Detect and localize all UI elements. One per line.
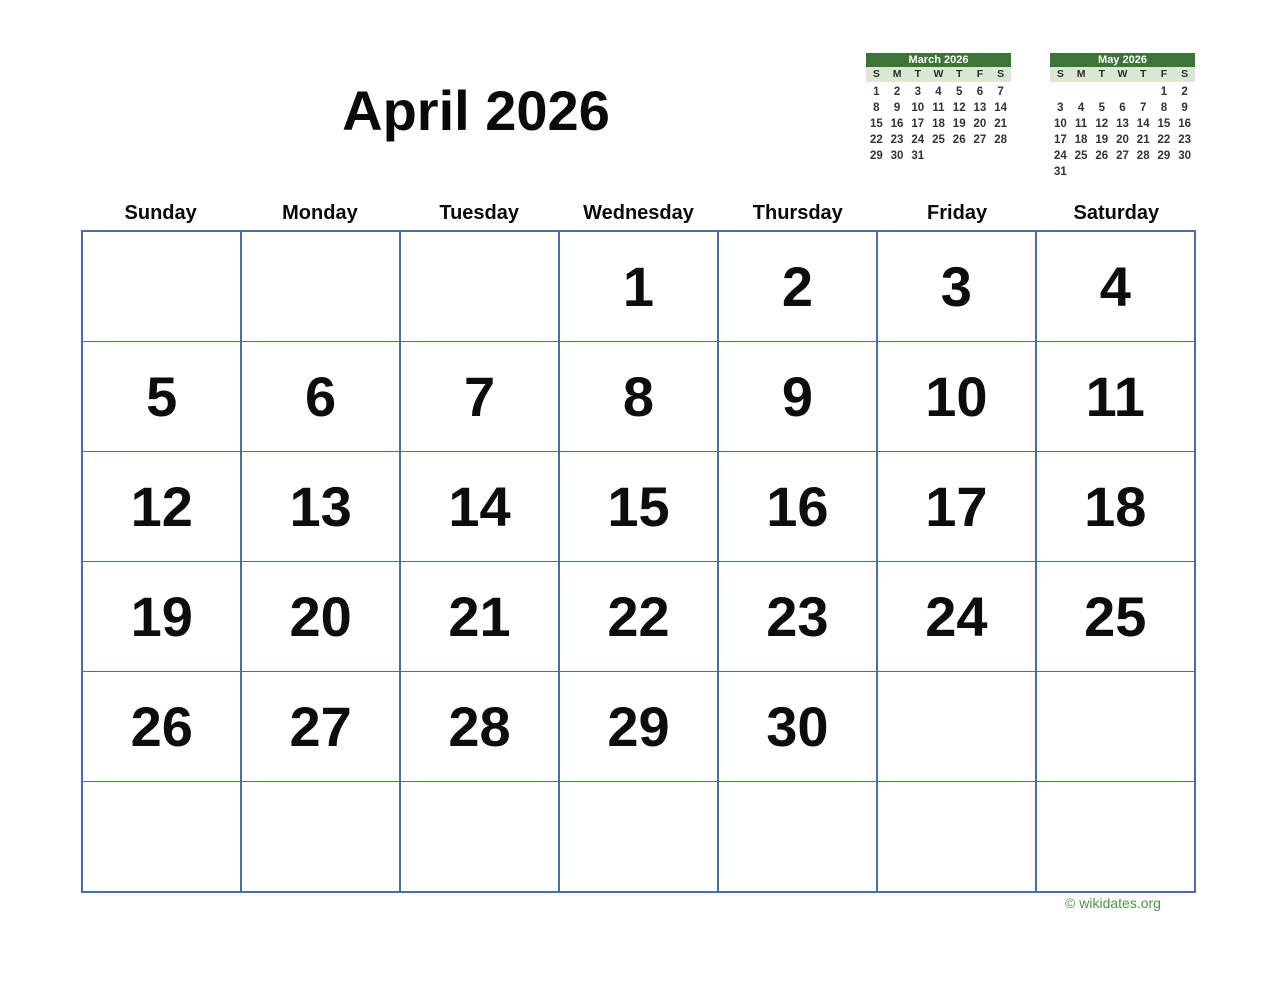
may-date-13: 13 [1116,118,1129,130]
march-date-1: 1 [873,86,880,98]
weekday-header-sunday: Sunday [124,202,197,224]
mini-day-initial: T [955,68,963,80]
march-date-8: 8 [873,102,880,114]
weekday-header-wednesday: Wednesday [583,202,694,224]
may-date-empty [1154,164,1175,180]
date-cell-empty [1037,672,1194,781]
march-date-empty [970,148,991,164]
may-date-19: 19 [1095,134,1109,146]
date-cell-empty [83,232,240,341]
date-cell-22: 22 [560,562,717,671]
may-date-9: 9 [1181,102,1188,114]
march-date-25: 25 [932,134,945,146]
may-date-empty [1112,84,1133,100]
mini-day-initial: W [933,68,944,80]
march-date-16: 16 [890,118,904,130]
march-date-empty [928,148,949,164]
date-cell-empty [719,782,876,891]
may-date-empty [1112,164,1133,180]
march-date-5: 5 [956,86,963,98]
date-cell-empty [83,782,240,891]
date-cell-15: 15 [560,452,717,561]
may-date-25: 25 [1074,150,1088,162]
march-date-26: 26 [952,134,966,146]
mini-calendar-may-day-initials [1050,67,1195,82]
march-date-23: 23 [890,134,904,146]
may-date-3: 3 [1057,102,1064,114]
date-cell-17: 17 [878,452,1035,561]
may-date-empty [1071,164,1092,180]
mini-day-initial: T [1098,68,1105,80]
mini-day-initial: S [1056,68,1064,80]
may-date-empty [1050,84,1071,100]
march-date-24: 24 [911,134,925,146]
may-date-22: 22 [1157,134,1171,146]
march-date-18: 18 [932,118,945,130]
mini-day-initial: F [1160,68,1168,80]
weekday-header-thursday: Thursday [752,202,843,224]
weekday-header-friday: Friday [927,202,988,224]
date-cell-23: 23 [719,562,876,671]
date-cell-empty [242,232,399,341]
march-date-7: 7 [997,86,1004,98]
mini-calendar-may [1050,53,1195,180]
march-date-empty [949,148,970,164]
date-cell-28: 28 [401,672,558,781]
date-cell-18: 18 [1037,452,1194,561]
weekday-header-row [81,201,1196,225]
may-date-empty [1091,84,1112,100]
date-cell-3: 3 [878,232,1035,341]
date-cell-empty [242,782,399,891]
may-date-28: 28 [1136,150,1150,162]
may-date-24: 24 [1053,150,1067,162]
may-date-empty [1091,164,1112,180]
date-cell-5: 5 [83,342,240,451]
mini-day-initial: S [997,68,1005,80]
march-date-12: 12 [952,102,966,114]
march-date-2: 2 [893,86,901,98]
march-date-14: 14 [994,102,1008,114]
date-cell-8: 8 [560,342,717,451]
march-date-22: 22 [869,134,883,146]
weekday-header-saturday: Saturday [1073,202,1160,224]
mini-day-initial: M [892,68,902,80]
may-date-15: 15 [1157,118,1171,130]
page-title: April 2026 [342,79,610,142]
mini-calendar-march [866,53,1011,164]
mini-day-initial: S [872,68,880,80]
date-cell-empty [401,782,558,891]
may-date-2: 2 [1181,86,1188,98]
watermark-credit: © wikidates.org [1065,895,1161,911]
mini-day-initial: M [1076,68,1086,80]
may-date-4: 4 [1077,102,1085,114]
march-date-4: 4 [935,86,942,98]
date-cell-27: 27 [242,672,399,781]
may-date-empty [1071,84,1092,100]
mini-day-initial: T [914,68,921,80]
date-cell-24: 24 [878,562,1035,671]
date-cell-26: 26 [83,672,240,781]
date-cell-30: 30 [719,672,876,781]
date-cell-13: 13 [242,452,399,561]
march-date-10: 10 [911,102,925,114]
mini-calendar-march-grid [866,82,1011,164]
may-date-20: 20 [1116,134,1129,146]
may-date-21: 21 [1136,134,1150,146]
may-date-8: 8 [1160,102,1168,114]
may-date-31: 31 [1053,166,1067,178]
may-date-16: 16 [1178,118,1192,130]
march-date-6: 6 [976,86,984,98]
march-date-15: 15 [869,118,883,130]
date-cell-empty [878,672,1035,781]
march-date-empty [990,148,1011,164]
march-date-19: 19 [952,118,966,130]
march-date-13: 13 [973,102,987,114]
weekday-header-tuesday: Tuesday [439,202,520,224]
march-date-17: 17 [911,118,925,130]
main-calendar-grid [81,230,1196,893]
date-cell-empty [878,782,1035,891]
date-cell-4: 4 [1037,232,1194,341]
date-cell-empty [401,232,558,341]
march-date-3: 3 [914,86,921,98]
date-cell-1: 1 [560,232,717,341]
may-date-11: 11 [1074,118,1088,130]
mini-day-initial: W [1117,68,1128,80]
may-date-empty [1133,164,1154,180]
march-date-21: 21 [994,118,1008,130]
march-date-20: 20 [973,118,987,130]
may-date-empty [1133,84,1154,100]
mini-calendar-march-day-initials [866,67,1011,82]
may-date-26: 26 [1095,150,1109,162]
may-date-6: 6 [1119,102,1126,114]
mini-day-initial: T [1139,68,1147,80]
may-date-18: 18 [1074,134,1088,146]
date-cell-29: 29 [560,672,717,781]
date-cell-empty [1037,782,1194,891]
may-date-23: 23 [1178,134,1192,146]
date-cell-11: 11 [1037,342,1194,451]
march-date-31: 31 [911,150,925,162]
may-date-17: 17 [1053,134,1067,146]
may-date-1: 1 [1160,86,1168,98]
march-date-9: 9 [893,102,901,114]
weekday-header-monday: Monday [282,202,358,224]
date-cell-9: 9 [719,342,876,451]
date-cell-10: 10 [878,342,1035,451]
date-cell-25: 25 [1037,562,1194,671]
may-date-29: 29 [1157,150,1171,162]
may-date-12: 12 [1095,118,1109,130]
date-cell-12: 12 [83,452,240,561]
march-date-29: 29 [869,150,883,162]
march-date-11: 11 [932,102,945,114]
date-cell-16: 16 [719,452,876,561]
mini-day-initial: S [1181,68,1189,80]
may-date-14: 14 [1136,118,1150,130]
date-cell-7: 7 [401,342,558,451]
date-cell-19: 19 [83,562,240,671]
date-cell-20: 20 [242,562,399,671]
may-date-10: 10 [1053,118,1067,130]
may-date-5: 5 [1098,102,1105,114]
march-date-30: 30 [890,150,904,162]
date-cell-empty [560,782,717,891]
mini-calendar-may-title: May 2026 [1050,53,1195,67]
may-date-27: 27 [1116,150,1129,162]
mini-calendar-march-title: March 2026 [866,53,1011,67]
mini-calendar-may-grid [1050,82,1195,180]
march-date-27: 27 [973,134,987,146]
may-date-30: 30 [1178,150,1192,162]
date-cell-2: 2 [719,232,876,341]
date-cell-21: 21 [401,562,558,671]
may-date-7: 7 [1140,102,1147,114]
march-date-28: 28 [994,134,1008,146]
mini-day-initial: F [976,68,984,80]
date-cell-14: 14 [401,452,558,561]
may-date-empty [1174,164,1195,180]
date-cell-6: 6 [242,342,399,451]
